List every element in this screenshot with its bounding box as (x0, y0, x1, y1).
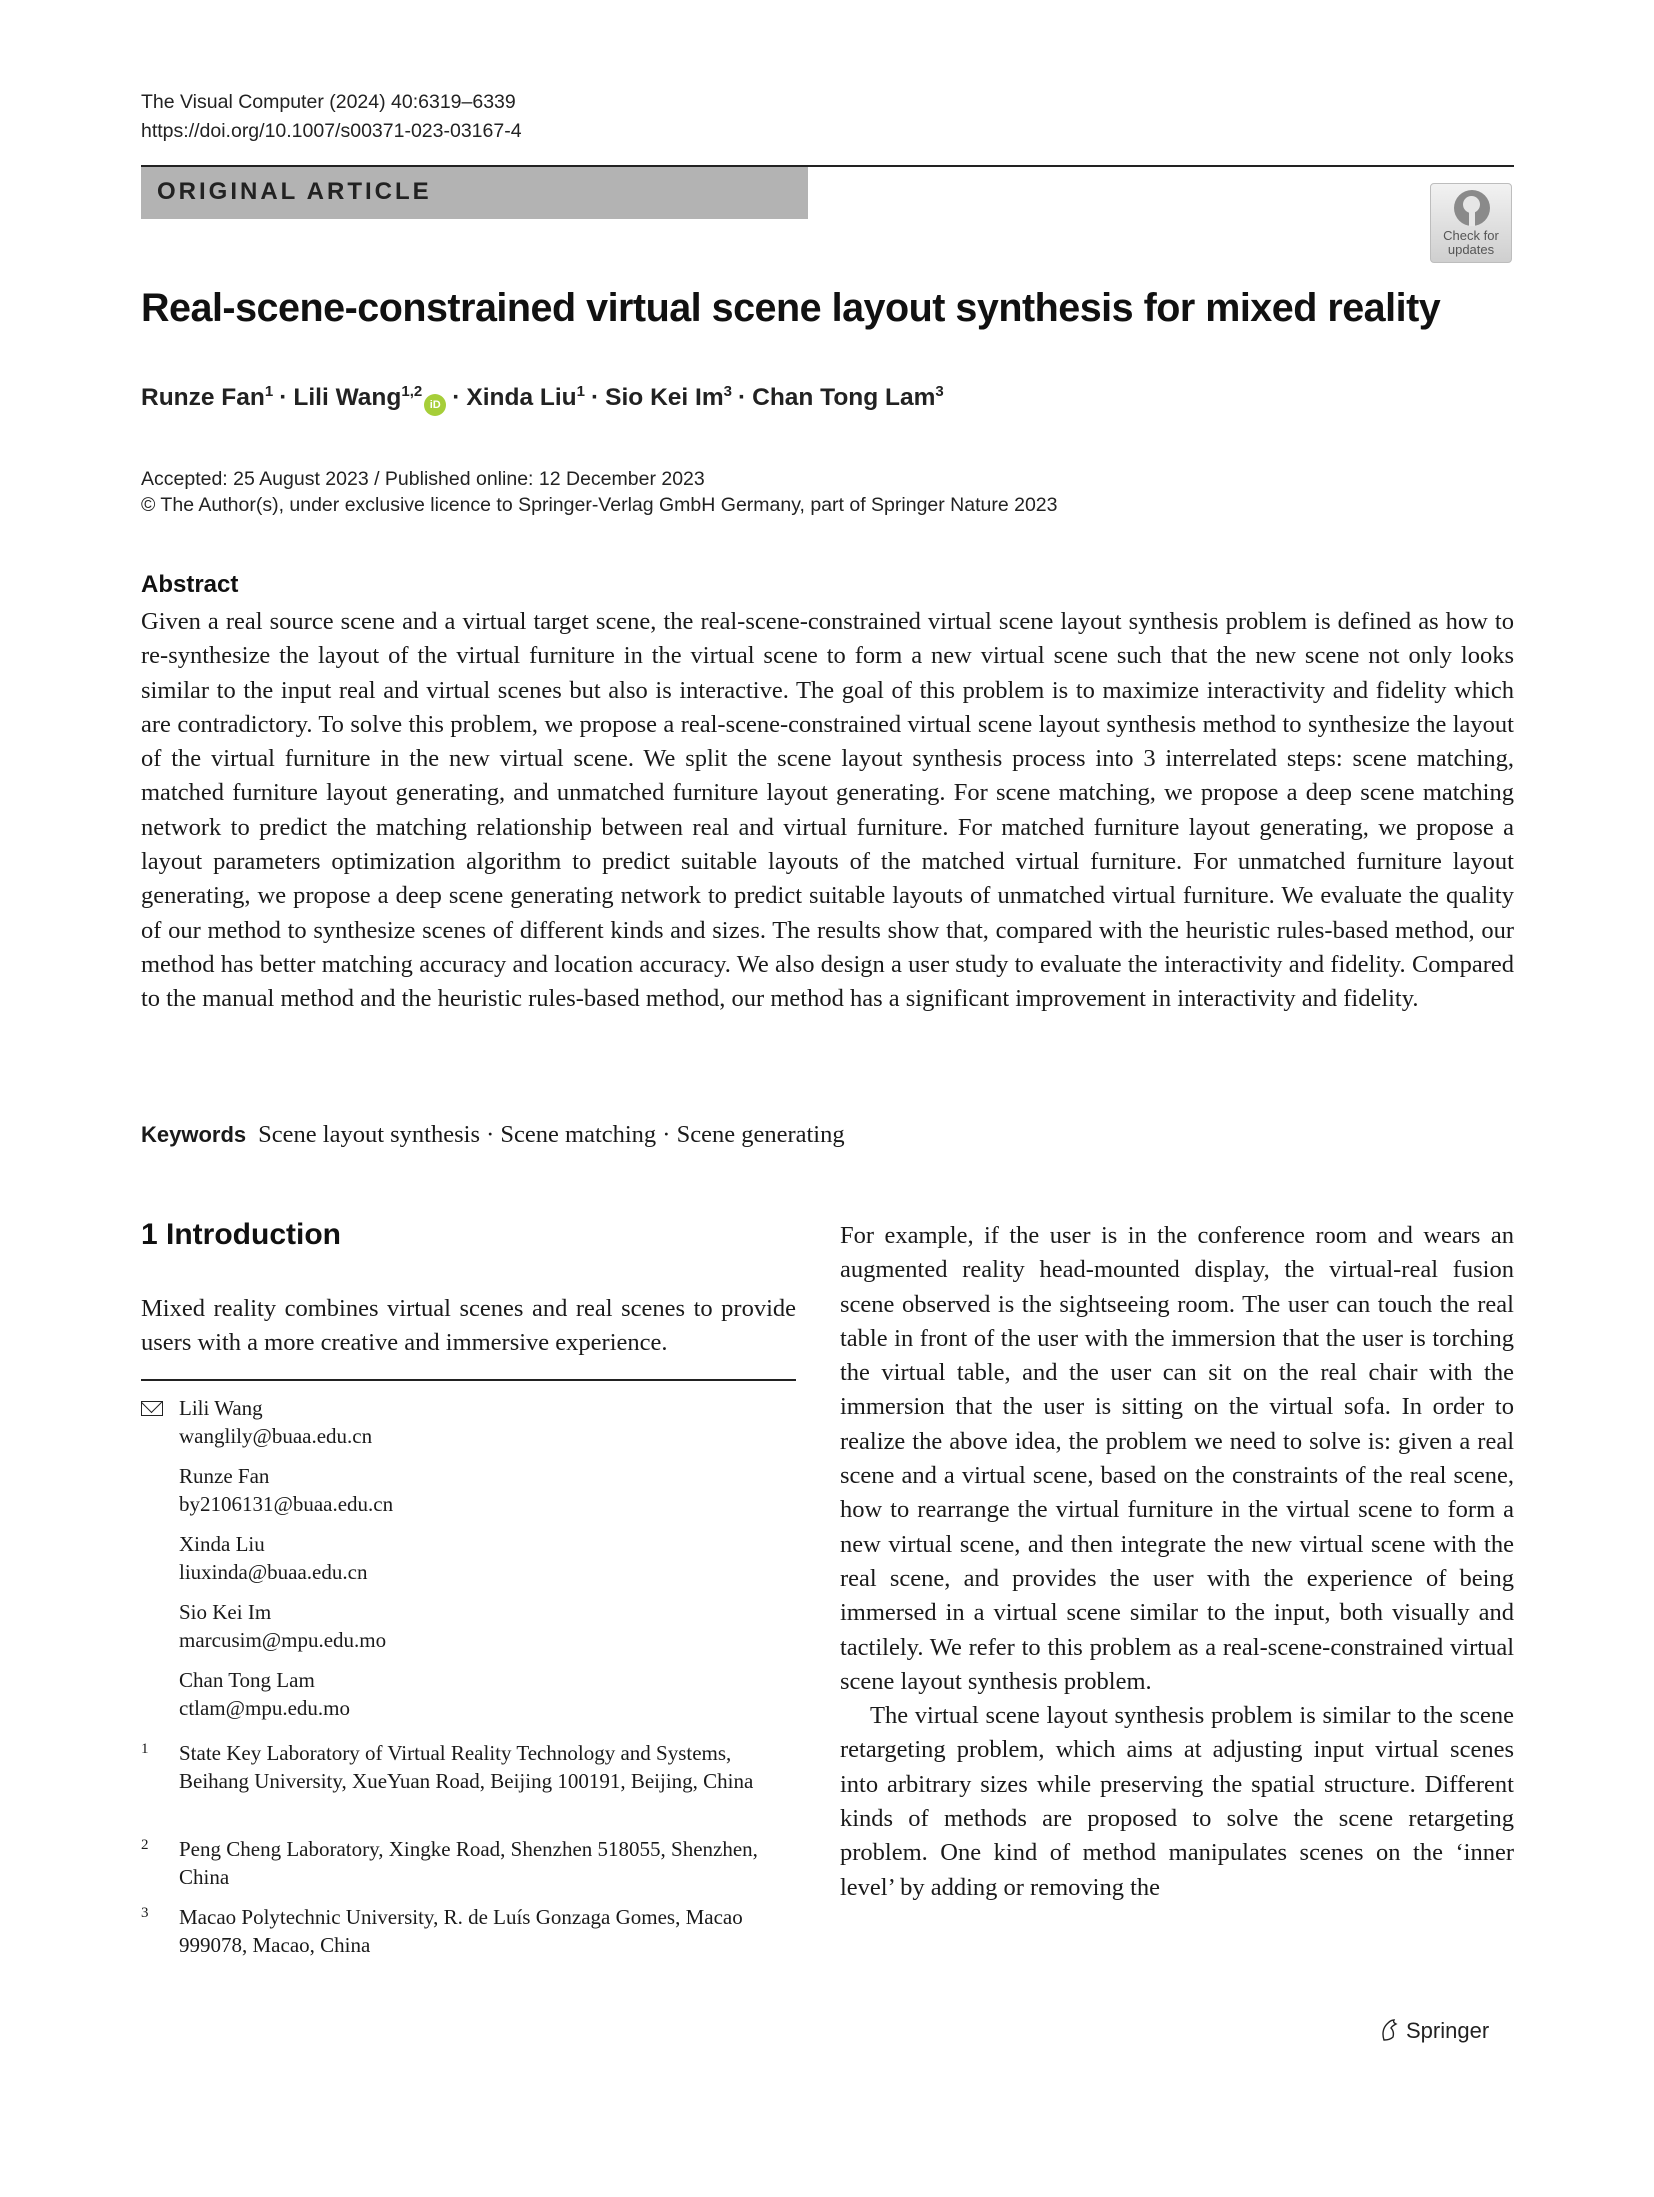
contact-entry (179, 1667, 350, 1722)
section-heading: 1 Introduction (141, 1218, 341, 1251)
article-type-label: ORIGINAL ARTICLE (157, 178, 432, 205)
check-for-updates-label: Check for updates (1443, 228, 1499, 257)
author[interactable]: Runze Fan$^1$ (141, 383, 274, 411)
contact-name: Sio Kei Im (179, 1600, 272, 1624)
contact-entry (179, 1395, 372, 1450)
journal-citation: The Visual Computer (2024) 40:6319–6339 (141, 91, 516, 113)
contact-name: Chan Tong Lam (179, 1668, 315, 1692)
author[interactable]: Sio Kei Im$^3$ (605, 383, 732, 411)
keywords-list: Scene layout synthesis · Scene matching · Scene generating (258, 1121, 845, 1148)
check-for-updates-badge[interactable] (1430, 183, 1512, 263)
author[interactable]: Chan Tong Lam$^3$ (752, 383, 944, 411)
journal-header (141, 88, 522, 146)
contact-email[interactable]: marcusim@mpu.edu.mo (179, 1627, 387, 1652)
author[interactable]: Xinda Liu$^1$ (466, 383, 585, 411)
affiliation-text: Macao Polytechnic University, R. de Luís Gonzaga Gomes, Macao 999078, Macao, China (179, 1905, 743, 1957)
copyright-notice: © The Author(s), under exclusive licence to Springer-Verlag GmbH Germany, part of Springer Nature 2023 (141, 494, 1058, 516)
affiliation-number: 1 (141, 1741, 149, 1757)
contact-email[interactable]: wanglily@buaa.edu.cn (179, 1423, 373, 1448)
publisher-logo (1378, 2018, 1489, 2044)
intro-paragraph: The virtual scene layout synthesis problem is similar to the scene retargeting problem, which aims at adjusting input virtual scenes into arbitrary sizes while preserving the spatial structure. Different kinds of methods are proposed to solve the scene retargeting problem. One kind of method manipulates scenes on the ‘inner level’ by adding or removing the (840, 1702, 1514, 1901)
publisher-name: Springer (1406, 2018, 1490, 2043)
keywords-label: Keywords (141, 1122, 247, 1147)
contact-name: Runze Fan (179, 1464, 270, 1488)
contact-entry (179, 1599, 386, 1654)
publication-dates: Accepted: 25 August 2023 / Published online: 12 December 2023 (141, 468, 705, 490)
contact-name: Xinda Liu (179, 1532, 265, 1556)
article-type-banner (141, 167, 808, 219)
contact-entry (179, 1463, 393, 1518)
keywords (141, 1121, 845, 1149)
contact-entry (179, 1531, 367, 1586)
author[interactable]: Lili Wang$^{1,2}$ (293, 383, 423, 411)
contact-email[interactable]: ctlam@mpu.edu.mo (179, 1695, 350, 1720)
orcid-icon[interactable]: iD (424, 394, 446, 416)
author-list: Runze Fan$^1$ · Lili Wang$^{1,2}$iD · Xinda Liu$^1$ · Sio Kei $Im^3$ · Chan Tong Lam$^3$ (141, 383, 944, 416)
abstract-text: Given a real source scene and a virtual target scene, the real-scene-constrained virtual scene layout synthesis problem is defined as how to re-synthesize the layout of the virtual furniture in the virtual scene to form a new virtual scene such that the new scene not only looks similar to the input real and virtual scenes but also is interactive. The goal of this problem is to maximize interactivity and fidelity which are contradictory. To solve this problem, we propose a real-scene-constrained virtual scene layout synthesis method to synthesize the layout of the virtual furniture in the new virtual scene. We split the scene layout synthesis process into 3 interrelated steps: scene matching, matched furniture layout generating, and unmatched furniture layout generating. For scene matching, we propose a deep scene matching network to predict the matching relationship between real and virtual furniture. For matched furniture layout generating, we propose a layout parameters optimization algorithm to predict suitable layouts of the matched virtual furniture. For unmatched furniture layout generating, we propose a deep scene generating network to predict suitable layouts of unmatched virtual furniture. We evaluate the quality of our method to synthesize scenes of different kinds and sizes. The results show that, compared with the heuristic rules-based method, our method has better matching accuracy and location accuracy. We also design a user study to evaluate the interactivity and fidelity. Compared to the manual method and the heuristic rules-based method, our method has a significant improvement in interactivity and fidelity. (141, 608, 1514, 1013)
affiliation-text: Peng Cheng Laboratory, Xingke Road, Shenzhen 518055, Shenzhen, China (179, 1837, 758, 1889)
intro-right-column (840, 1219, 1514, 1905)
affiliation-number: 3 (141, 1905, 149, 1921)
springer-horse-icon (1378, 2018, 1400, 2042)
affiliation-text: State Key Laboratory of Virtual Reality Technology and Systems, Beihang University, XueYuan Road, Beijing 100191, Beijing, China (179, 1741, 754, 1793)
intro-paragraph: For example, if the user is in the conference room and wears an augmented reality head-mounted display, the virtual-real fusion scene observed is the sightseeing room. The user can touch the real table in front of the user with the immersion that the user is torching the virtual table, and the user can sit on the real chair with the immersion that the user is sitting on the virtual sofa. In order to realize the above idea, the problem we need to solve is: given a real scene and a virtual scene, based on the constraints of the real scene, how to rearrange the virtual furniture in the virtual scene to form a new virtual scene, and then integrate the new virtual scene with the real scene, and provides the user with the experience of being immersed in a virtual scene similar to the input, both visually and tactilely. We refer to this problem as a real-scene-constrained virtual scene layout synthesis problem. (840, 1222, 1514, 1695)
publication-info (141, 466, 1058, 518)
abstract-heading: Abstract (141, 571, 239, 598)
update-icon (1454, 190, 1490, 226)
contact-email[interactable]: liuxinda@buaa.edu.cn (179, 1559, 368, 1584)
contact-name: Lili Wang (179, 1396, 263, 1420)
affiliation-number: 2 (141, 1837, 149, 1853)
intro-paragraph-left: Mixed reality combines virtual scenes and real scenes to provide users with a more creative and immersive experience. (141, 1295, 796, 1357)
contact-email[interactable]: by2106131@buaa.edu.cn (179, 1491, 394, 1516)
footnote-rule (141, 1379, 796, 1381)
paper-title: Real-scene-constrained virtual scene layout synthesis for mixed reality (141, 286, 1441, 330)
doi-link[interactable]: https://doi.org/10.1007/s00371-023-03167-4 (141, 120, 522, 142)
envelope-icon (141, 1401, 163, 1416)
